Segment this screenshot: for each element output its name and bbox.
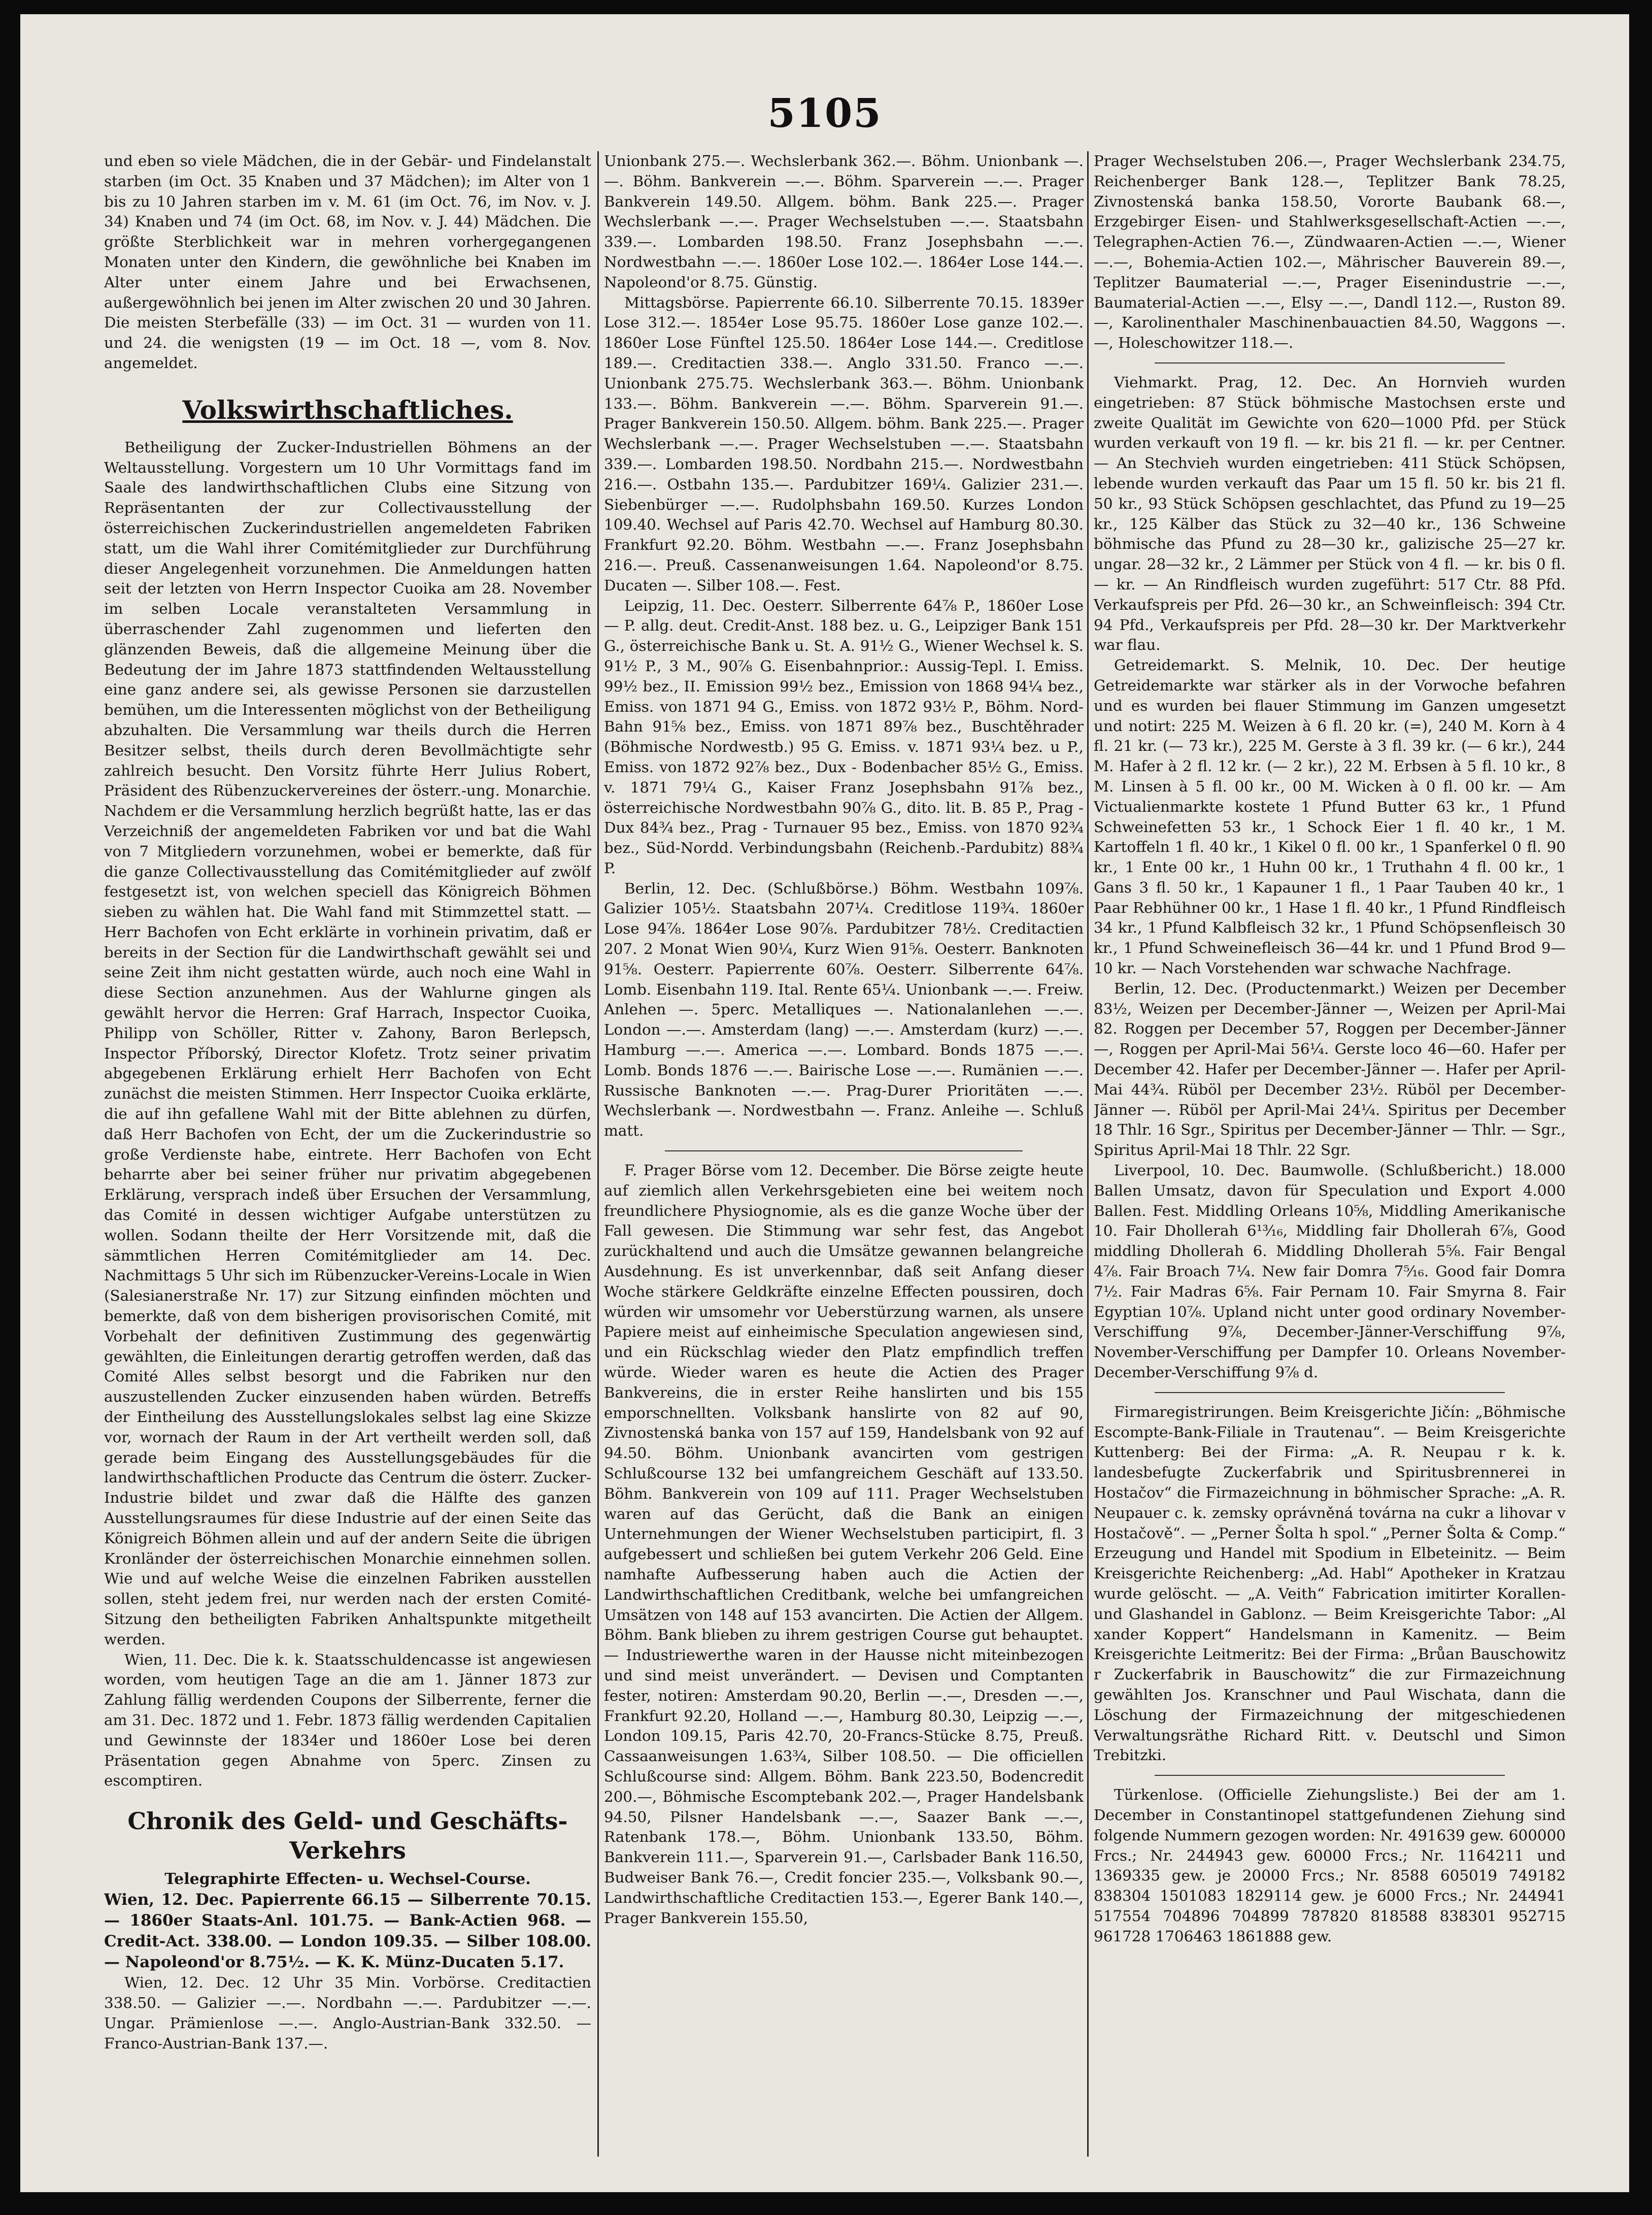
prager-boerse-report: F. Prager Börse vom 12. December. Die Börse zeigte heute auf ziemlich allen Verkehrsgebieten eine bei weitem noch freundlichere Physiognomie, als es die ganze Woche über der Fall gewesen. Die Stimmung war sehr fest, das Angebot zurückhaltend und auch die Umsätze gewannen belangreiche Ausdehnung. Es ist unverkennbar, daß seit Anfang dieser Woche stärkere Geldkräfte einzelne Effecten poussiren, doch würden wir umsomehr vor Ueberstürzung warnen, als unsere Papiere meist auf einheimische Speculation angewiesen sind, und ein Rückschlag wieder den Platz empfindlich treffen würde. Wieder waren es heute die Actien des Prager Bankvereins, die in erster Reihe hanslirten und bis 155 emporschnellten. Volksbank hanslirte von 82 auf 90, Zivnostenská banka von 157 auf 159, Handelsbank von 92 auf 94.50. Böhm. Unionbank avancirten vom gestrigen Schlußcourse 132 bei umfangreichem Geschäft auf 133.50. Böhm. Bankverein von 109 auf 111. Prager Wechselstuben waren auf das Gerücht, daß die Bank an einigen Unternehmungen der Wiener Wechselstuben participirt, fl. 3 aufgebessert und schließen bei gutem Verkehr 206 Geld. Eine namhafte Aufbesserung haben auch die Actien der Landwirthschaftlichen Creditbank, welche bei umfangreichen Umsätzen von 148 auf 153 avancirten. Die Actien der Allgem. Böhm. Bank blieben zu ihrem gestrigen Course gut behauptet. — Industriewerthe waren in der Hausse nicht miteinbezogen und sind meist unverändert. — Devisen und Comptanten fester, notiren: Amsterdam 90.20, Berlin —.—, Dresden —.—, Frankfurt 92.20, Holland —.—, Hamburg 80.30, Leipzig —.—, London 109.15, Paris 42.70, 20-Francs-Stücke 8.75, Preuß. Cassaanweisungen 1.63¾, Silber 108.50. — Die officiellen Schlußcourse sind: Allgem. Böhm. Bank 223.50, Bodencredit 200.—, Böhmische Escomptebank 202.—, Prager Handelsbank 94.50, Pilsner Handelsbank —.—, Saazer Bank —.—, Ratenbank 178.—, Böhm. Unionbank 133.50, Böhm. Bankverein 111.—, Sparverein 91.—, Carlsbader Bank 116.50, Budweiser Bank 76.—, Credit foncier 235.—, Volksbank 90.—, Landwirthschaftliche Creditactien 153.—, Egerer Bank 140.—, Prager Bankverein 155.50, xyxy=(604,1162,1084,1927)
column-rule-left xyxy=(597,151,599,2157)
wien-staatsschulden-notice: Wien, 11. Dec. Die k. k. Staatsschuldencasse ist angewiesen worden, vom heutigen Tage an die am 1. Jänner 1873 zur Zahlung fällig werdenden Coupons der Silberrente, ferner die am 31. Dec. 1872 und 1. Febr. 1873 fällig werdenden Capitalien und Gewinnste der 1834er und 1860er Lose bei deren Präsentation gegen Abnahme von 5perc. Zinsen zu escomptiren. xyxy=(104,1650,591,1790)
tuerkenlose-ziehungsliste: Türkenlose. (Officielle Ziehungsliste.) Bei der am 1. December in Constantinopel stattgefundenen Ziehung sind folgende Nummern gezogen worden: Nr. 491639 gew. 600000 Frcs.; Nr. 244943 gew. 60000 Frcs.; Nr. 1164211 und 1369335 gew. je 20000 Frcs.; Nr. 8588 605019 749182 838304 1501083 1829114 gew. je 6000 Frcs.; Nr. 244941 517554 704896 704899 787820 818588 838301 952715 961728 1706463 1861888 gew. xyxy=(1094,1786,1566,1945)
berlin-productenmarkt-report: Berlin, 12. Dec. (Productenmarkt.) Weizen per December 83½, Weizen per December-Jänner —, Weizen per April-Mai 82. Roggen per December 57, Roggen per December-Jänner —, Roggen per April-Mai 56¼. Gerste loco 46—60. Hafer per December 42. Hafer per December-Jänner —. Hafer per April-Mai 44¾. Rüböl per December 23½. Rüböl per December-Jänner —. Rüböl per April-Mai 24¼. Spiritus per December 18 Thlr. 16 Sgr., Spiritus per December-Jänner — Thlr. — Sgr., Spiritus April-Mai 18 Thlr. 22 Sgr. xyxy=(1094,979,1566,1159)
wien-vorboerse-report: Wien, 12. Dec. 12 Uhr 35 Min. Vorbörse. Creditactien 338.50. — Galizier —.—. Nordbahn —.—. Pardubitzer —.—. Ungar. Prämienlose —.—. Anglo-Austrian-Bank 332.50. — Franco-Austrian-Bank 137.—. xyxy=(104,1974,591,2052)
newspaper-page xyxy=(20,14,1629,2192)
leipzig-boerse-report: Leipzig, 11. Dec. Oesterr. Silberrente 64⅞ P., 1860er Lose — P. allg. deut. Credit-Anst. 188 bez. u. G., Leipziger Bank 151 G., österreichische Bank u. St. A. 91½ G., Wiener Wechsel k. S. 91½ P., 3 M., 90⅞ G. Eisenbahnprior.: Aussig-Tepl. I. Emiss. 99½ bez., II. Emission 99½ bez., Emission von 1868 94¼ bez., Emiss. von 1871 94 G., Emiss. von 1872 93½ P., Böhm. Nord-Bahn 91⅝ bez., Emiss. von 1871 89⅞ bez., Buschtěhrader (Böhmische Nordwestb.) 95 G. Emiss. v. 1871 93¼ bez. u P., Emiss. von 1872 92⅞ bez., Dux - Bodenbacher 85½ G., Emiss. v. 1871 79¼ G., Kaiser Franz Josephsbahn 91⅞ bez., österreichische Nordwestbahn 90⅞ G., dito. lit. B. 85 P., Prag - Dux 84¾ bez., Prag - Turnauer 95 bez., Emiss. von 1870 92¾ bez., Süd-Nordd. Verbindungsbahn (Reichenb.-Pardubitz) 88¾ P. xyxy=(604,597,1084,877)
wien-telegraph-courses: Wien, 12. Dec. Papierrente 66.15 — Silberrente 70.15. — 1860er Staats-Anl. 101.75. — Bank-Actien 968. — Credit-Act. 338.00. — London 109.35. — Silber 108.00. — Napoleond'or 8.75½. — K. K. Münz-Ducaten 5.17. xyxy=(104,1891,591,1972)
separator-line xyxy=(665,1150,1023,1151)
mittagsboerse-report: Mittagsbörse. Papierrente 66.10. Silberrente 70.15. 1839er Lose 312.—. 1854er Lose 95.75. 1860er Lose ganze 102.—. 1860er Lose Fünftel 125.50. 1864er Lose 144.—. Creditlose 189.—. Creditactien 338.—. Anglo 331.50. Franco —.—. Unionbank 275.75. Wechslerbank 363.—. Böhm. Unionbank 133.—. Böhm. Bankverein —.—. Böhm. Sparverein 91.—. Prager Bankverein 150.50. Allgem. böhm. Bank 225.—. Prager Wechslerbank —.—. Prager Wechselstuben —.—. Staatsbahn 339.—. Lombarden 198.50. Nordbahn 215.—. Nordwestbahn 216.—. Ostbahn 135.—. Pardubitzer 169¼. Galizier 231.—. Siebenbürger —.—. Rudolphsbahn 169.50. Kurzes London 109.40. Wechsel auf Paris 42.70. Wechsel auf Hamburg 80.30. Frankfurt 92.20. Böhm. Westbahn —.—. Franz Josephsbahn 216.—. Preuß. Cassenanweisungen 1.64. Napoleond'or 8.75. Ducaten —. Silber 108.—. Fest. xyxy=(604,293,1084,594)
liverpool-baumwolle-report: Liverpool, 10. Dec. Baumwolle. (Schlußbericht.) 18.000 Ballen Umsatz, davon für Speculation und Export 4.000 Ballen. Fest. Middling Orleans 10⅝, Middling Amerikanische 10. Fair Dhollerah 6¹³⁄₁₆, Middling fair Dhollerah 6⅞, Good middling Dhollerah 6. Middling Dhollerah 5⅝. Fair Bengal 4⅞. Fair Broach 7¼. New fair Domra 7⁵⁄₁₆. Good fair Domra 7½. Fair Madras 6⅝. Fair Pernam 10. Fair Smyrna 8. Fair Egyptian 10⅞. Upland nicht unter good ordinary November-Verschiffung 9⅞, December-Jänner-Verschiffung 9⅞, November-Verschiffung per Dampfer 10. Orleans November-December-Verschiffung 9⅞ d. xyxy=(1094,1162,1566,1381)
page-number: 5105 xyxy=(767,90,882,137)
berlin-schlussboerse-report: Berlin, 12. Dec. (Schlußbörse.) Böhm. Westbahn 109⅞. Galizier 105½. Staatsbahn 207¼. Creditlose 119¾. 1860er Lose 94⅞. 1864er Lose 90⅞. Pardubitzer 78½. Creditactien 207. 2 Monat Wien 90¼, Kurz Wien 91⅝. Oesterr. Banknoten 91⅝. Oesterr. Papierrente 60⅞. Oesterr. Silberrente 64⅞. Lomb. Eisenbahn 119. Ital. Rente 65¼. Unionbank —.—. Freiw. Anlehen —. 5perc. Metalliques —. Nationalanlehen —.—. London —.—. Amsterdam (lang) —.—. Amsterdam (kurz) —.—. Hamburg —.—. America —.—. Lombard. Bonds 1875 —.—. Lomb. Bonds 1876 —.—. Bairische Lose —.—. Rumänien —.—. Russische Banknoten —.—. Prag-Durer Prioritäten —.—. Wechslerbank —. Nordwestbahn —. Franz. Anleihe —. Schluß matt. xyxy=(604,879,1084,1140)
viehmarkt-report: Viehmarkt. Prag, 12. Dec. An Hornvieh wurden eingetrieben: 87 Stück böhmische Mastochsen erste und zweite Qualität im Gewichte von 620—1000 Pfd. per Stück wurden verkauft von 19 fl. — kr. bis 21 fl. — kr. per Centner. — An Stechvieh wurden eingetrieben: 411 Stück Schöpsen, lebende wurden verkauft das Paar um 15 fl. 50 kr. bis 21 fl. 50 kr., 93 Stück Schöpsen geschlachtet, das Pfund zu 19—25 kr., 125 Kälber das Stück zu 32—40 kr., 136 Schweine böhmische das Pfund zu 28—30 kr., galizische 25—27 kr. ungar. 28—32 kr., 2 Lämmer per Stück von 4 fl. — kr. bis 0 fl. — kr. — An Rindfleisch wurden zugeführt: 517 Ctr. 88 Pfd. Verkaufspreis per Pfd. 26—30 kr., an Schweinfleisch: 394 Ctr. 94 Pfd., Verkaufspreis per Pfd. 28—30 kr. Der Marktverkehr war flau. xyxy=(1094,373,1566,654)
column-left xyxy=(104,151,591,2162)
prager-schlusscourse-continued: Prager Wechselstuben 206.—, Prager Wechslerbank 234.75, Reichenberger Bank 128.—, Teplitzer Bank 78.25, Zivnostenská banka 158.50, Vororte Baubank 68.—, Erzgebirger Eisen- und Stahlwerksgesellschaft-Actien —.—, Telegraphen-Actien 76.—, Zündwaaren-Actien —.—, Wiener —.—, Bohemia-Actien 102.—, Mährischer Bauverein 89.—, Teplitzer Baumaterial —.—, Prager Eisenindustrie —.—, Baumaterial-Actien —.—, Elsy —.—, Dandl 112.—, Ruston 89.—, Karolinenthaler Maschinenbauactien 84.50, Waggons —.—, Holeschowitzer 118.—. xyxy=(1094,152,1566,352)
zucker-industrie-article: Betheiligung der Zucker-Industriellen Böhmens an der Weltausstellung. Vorgestern um 10 Uhr Vormittags fand im Saale des landwirthschaftlichen Clubs eine Sitzung von Repräsentanten der zur Collectivausstellung der österreichischen Zuckerindustriellen angemeldeten Fabriken statt, um die Wahl ihrer Comitémitglieder zur Durchführung dieser Angelegenheit vorzunehmen. Die Anmeldungen hatten seit der letzten von Herrn Inspector Cuoika am 28. November im selben Locale veranstalteten Versammlung in überraschender Zahl zugenommen und lieferten den glänzenden Beweis, daß die allgemeine Meinung über die Bedeutung der im Jahre 1873 stattfindenden Weltausstellung eine ganz andere sei, als gewisse Personen sie darzustellen bemühen, um die Interessenten möglichst von der Betheiligung abzuhalten. Die Versammlung war theils durch die Herren Besitzer selbst, theils durch deren Bevollmächtigte sehr zahlreich besucht. Den Vorsitz führte Herr Julius Robert, Präsident des Rübenzuckervereines der österr.-ung. Monarchie. Nachdem er die Versammlung herzlich begrüßt hatte, las er das Verzeichniß der angemeldeten Fabriken vor und bat die Wahl von 7 Mitgliedern vorzunehmen, wobei er bemerkte, daß für die ganze Collectivausstellung das Comitémitglieder auf zwölf festgesetzt ist, von welchen speciell das Königreich Böhmen sieben zu wählen hat. Die Wahl fand mit Stimmzettel statt. — Herr Bachofen von Echt erklärte in vorhinein privatim, daß er bereits in der Section für die Landwirthschaft gewählt sei und seine Zeit ihm nicht gestatten würde, auch noch eine Wahl in diese Section anzunehmen. Aus der Wahlurne gingen als gewählt hervor die Herren: Graf Harrach, Inspector Cuoika, Philipp von Schöller, Ritter v. Zahony, Baron Berlepsch, Inspector Příborský, Director Klofetz. Trotz seiner privatim abgegebenen Erklärung erhielt Herr Bachofen von Echt zunächst die meisten Stimmen. Herr Inspector Cuoika erklärte, die auf ihn gefallene Wahl mit der Bitte ablehnen zu dürfen, daß Herr Bachofen von Echt, der um die Zuckerindustrie so große Verdienste habe, eintrete. Herr Bachofen von Echt beharrte aber bei seiner früher nur privatim abgegebenen Erklärung, versprach indeß über Ersuchen der Versammlung, das Comité in dessen wichtiger Aufgabe unterstützen zu wollen. Sodann theilte der Herr Vorsitzende mit, daß die sämmtlichen Herren Comitémitglieder am 14. Dec. Nachmittags 5 Uhr sich im Rübenzucker-Vereins-Locale in Wien (Salesianerstraße Nr. 17) zur Sitzung einfinden möchten und bemerkte, daß von dem bisherigen provisorischen Comité, mit Vorbehalt der definitiven Zustimmung des gegenwärtig gewählten, die Einleitungen derartig getroffen werden, daß das Comité Alles selbst besorgt und die Fabriken nur den auszustellenden Zucker einzusenden haben würden. Betreffs der Eintheilung des Ausstellungslokales selbst lag eine Skizze vor, wornach der Raum in der Art vertheilt werden soll, daß gerade beim Eingang des Ausstellungsgebäudes für die landwirthschaftlichen Producte das Centrum die österr. Zucker-Industrie bildet und zwar daß die Hälfte des ganzen Ausstellungsraumes für diese Industrie auf der einen Seite das Königreich Böhmen allein und auf der andern Seite die übrigen Kronländer der österreichischen Monarchie einnehmen sollen. Wie und auf welche Weise die einzelnen Fabriken ausstellen sollen, steht jedem frei, nur werden nach der ersten Comité-Sitzung den betheiligten Fabriken Anhaltspunkte mitgetheilt werden. xyxy=(104,438,591,1648)
mortality-report-text: und eben so viele Mädchen, die in der Gebär- und Findelanstalt starben (im Oct. 35 Knaben und 37 Mädchen); im Alter von 1 bis zu 10 Jahren starben im v. M. 61 (im Oct. 76, im Nov. v. J. 34) Knaben und 74 (im Oct. 68, im Nov. v. J. 44) Mädchen. Die größte Sterblichkeit war in mehren vorhergegangenen Monaten unter den Kindern, die gewöhnliche bei Knaben im Alter unter einem Jahre und bei Erwachsenen, außergewöhnlich bei jenen im Alter zwischen 20 und 30 Jahren. Die meisten Sterbefälle (33) — im Oct. 31 — wurden von 11. und 24. die wenigsten (19 — im Oct. 18 —, vom 8. Nov. angemeldet. xyxy=(104,152,591,372)
column-middle xyxy=(604,151,1084,2162)
column-right xyxy=(1094,151,1566,2162)
telegraph-courses-heading: Telegraphirte Effecten- u. Wechsel-Course. xyxy=(164,1870,531,1889)
section-heading-chronik: Chronik des Geld- und Geschäfts-Verkehrs xyxy=(127,1807,568,1865)
separator-line xyxy=(1155,362,1505,363)
firmaregistrirungen-notice: Firmaregistrirungen. Beim Kreisgerichte Jičín: „Böhmische Escompte-Bank-Filiale in Trautenau“. — Beim Kreisgerichte Kuttenberg: Bei der Firma: „A. R. Neupau r k. k. landesbefugte Zuckerfabrik und Spiritusbrennerei in Hostačov“ die Firmazeichnung in böhmischer Sprache: „A. R. Neupauer c. k. zemsky oprávněná továrna na cukr a lihovar v Hostačově“. — „Perner Šolta h spol.“ „Perner Šolta & Comp.“ Erzeugung und Handel mit Spodium in Elbeteinitz. — Beim Kreisgerichte Reichenberg: „Ad. Habl“ Apotheker in Kratzau wurde gelöscht. — „A. Veith“ Fabrication imitirter Korallen- und Glashandel in Gablonz. — Beim Kreisgerichte Tabor: „Al xander Koppert“ Handelsmann in Kamenitz. — Beim Kreisgerichte Leitmeritz: Bei der Firma: „Brůan Bauschowitz r Zuckerfabrik in Bauschowitz“ die zur Firmazeichnung gewählten Jos. Kranschner und Paul Wischata, dann die Löschung der Firmazeichnung der mitgeschiedenen Verwaltungsräthe Richard Ritt. v. Deutschl und Simon Trebitzki. xyxy=(1094,1403,1566,1764)
stock-quotes-continued: Unionbank 275.—. Wechslerbank 362.—. Böhm. Unionbank —.—. Böhm. Bankverein —.—. Böhm. Sparverein —.—. Prager Bankverein 149.50. Allgem. böhm. Bank 225.—. Prager Wechslerbank —.—. Prager Wechselstuben —.—. Staatsbahn 339.—. Lombarden 198.50. Franz Josephsbahn —.—. Nordwestbahn —.—. 1860er Lose 102.—. 1864er Lose 144.—. Napoleond'or 8.75. Günstig. xyxy=(604,152,1084,291)
getreidemarkt-report: Getreidemarkt. S. Melnik, 10. Dec. Der heutige Getreidemarkte war stärker als in der Vorwoche befahren und es wurden bei flauer Stimmung im Ganzen umgesetzt und notirt: 225 M. Weizen à 6 fl. 20 kr. (=), 240 M. Korn à 4 fl. 21 kr. (— 73 kr.), 225 M. Gerste à 3 fl. 39 kr. (— 6 kr.), 244 M. Hafer à 2 fl. 12 kr. (— 2 kr.), 22 M. Erbsen à 5 fl. 10 kr., 8 M. Linsen à 5 fl. 00 kr., 00 M. Wicken à 0 fl. 00 kr. — Am Victualienmarkte kostete 1 Pfund Butter 63 kr., 1 Pfund Schweinefetten 53 kr., 1 Schock Eier 1 fl. 40 kr., 1 M. Kartoffeln 1 fl. 40 kr., 1 Kikel 0 fl. 00 kr., 1 Spanferkel 0 fl. 90 kr., 1 Ente 00 kr., 1 Huhn 00 kr., 1 Truthahn 4 fl. 00 kr., 1 Gans 3 fl. 50 kr., 1 Kapauner 1 fl., 1 Paar Tauben 40 kr., 1 Paar Rebhühner 00 kr., 1 Hase 1 fl. 40 kr., 1 Pfund Rindfleisch 34 kr., 1 Pfund Kalbfleisch 32 kr., 1 Pfund Schöpsenfleisch 30 kr., 1 Pfund Schweinefleisch 36—44 kr. und 1 Pfund Brod 9—10 kr. — Nach Vorstehenden war schwache Nachfrage. xyxy=(1094,656,1566,977)
column-rule-right xyxy=(1087,151,1089,2157)
separator-line xyxy=(1155,1775,1505,1776)
section-heading-volkswirthschaft: Volkswirthschaftliches. xyxy=(182,394,513,425)
separator-line xyxy=(1155,1392,1505,1393)
